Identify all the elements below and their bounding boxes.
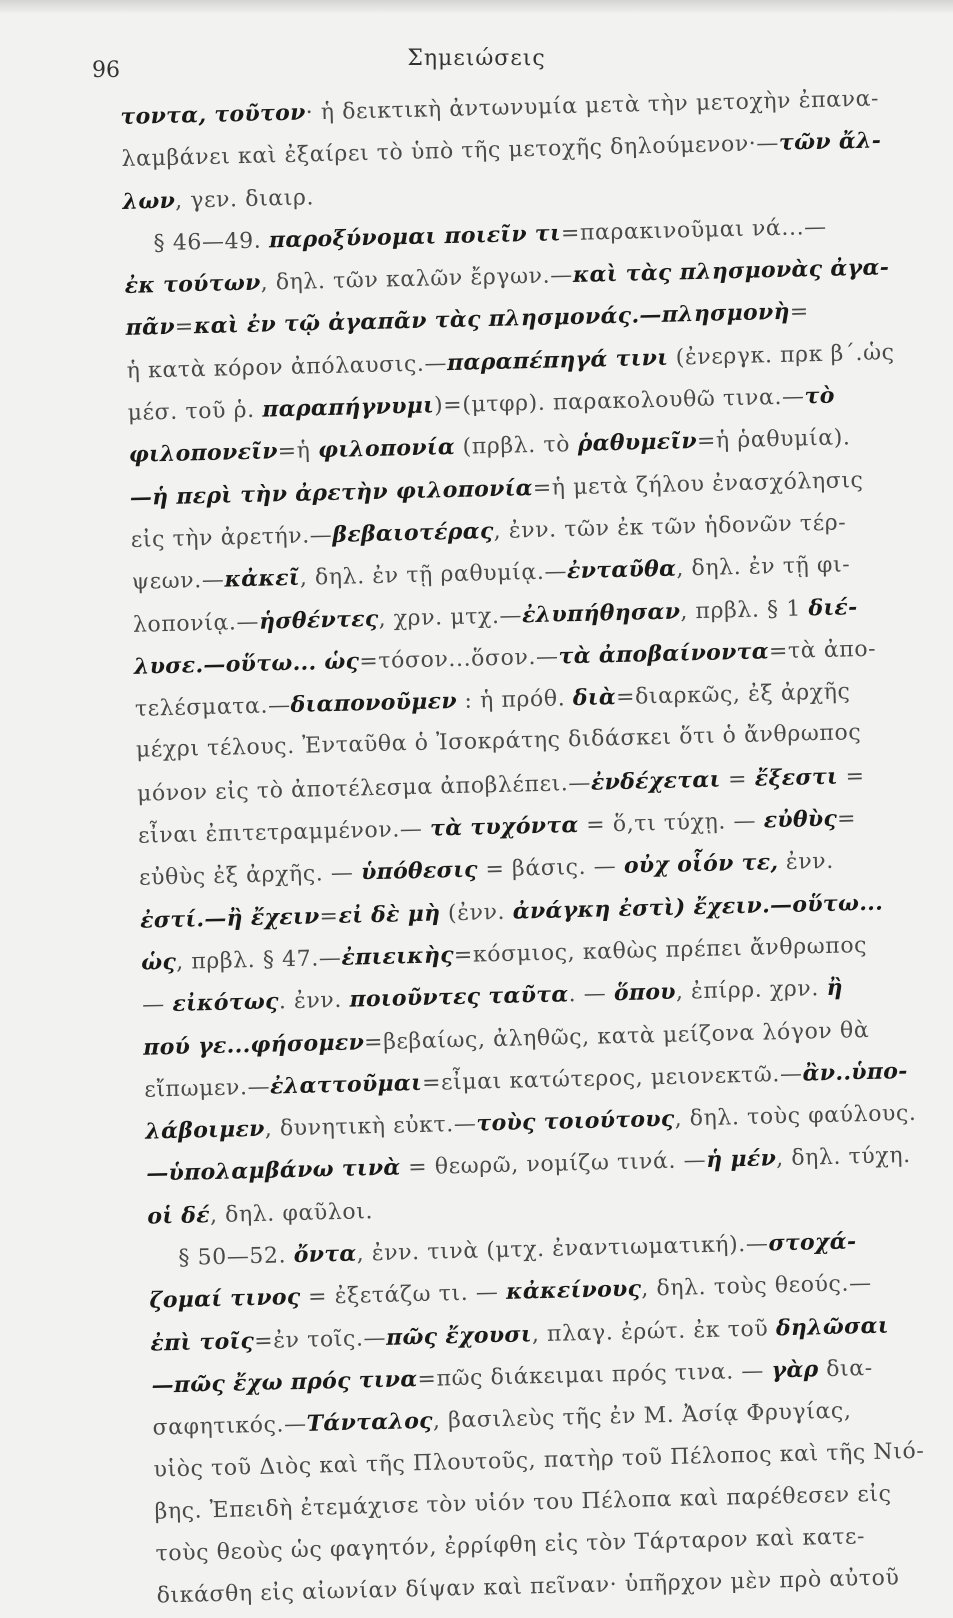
gloss-text: . — (568, 981, 615, 1008)
gloss-text: , ἐνν. τῶν ἐκ τῶν ἡδονῶν τέρ- (493, 510, 847, 544)
lemma-term: τῶν ἄλ- (778, 127, 882, 157)
lemma-term: ἔξεστι (754, 763, 839, 792)
gloss-text: = (720, 766, 756, 793)
gloss-text: = βάσις. — (477, 854, 625, 883)
lemma-term: καὶ τὰς πλησμονὰς ἀγα- (572, 254, 890, 289)
gloss-text: , δηλ. φαῦλοι. (209, 1198, 374, 1228)
gloss-text: =εἶμαι κατώτερος, μειονεκτῶ.— (421, 1061, 803, 1096)
gloss-text: = (836, 806, 857, 832)
gloss-text: · ἡ δεικτικὴ ἀντωνυμία μετὰ τὴν μετοχὴν ἐπανα- (305, 86, 880, 126)
gloss-text: )=(μτφρ). παρακολουθῶ τινα.— (433, 384, 805, 419)
lemma-term: ἐπιεικὴς (341, 942, 455, 971)
gloss-text: εὐθὺς ἐξ ἀρχῆς. — (138, 860, 362, 892)
gloss-text: δικάσθη εἰς αἰωνίαν δίψαν καὶ πεῖναν· ὑπῆρχον μὲν πρὸ αὐτοῦ (156, 1565, 900, 1609)
gloss-text: μόνον εἰς τὸ ἀποτέλεσμα ἀποβλέπει.— (136, 770, 592, 807)
lemma-term: ἐστί.—ἢ ἔχειν (139, 903, 320, 934)
lemma-term: ῥαθυμεῖν (577, 428, 698, 458)
gloss-text: , δηλ. ἐν τῇ ραθυμίᾳ.— (299, 559, 568, 592)
gloss-text: λοπονίᾳ.— (132, 609, 260, 638)
lemma-term: ἐκ τούτων (124, 269, 261, 300)
lemma-term: παραπέπηγά τινι (446, 344, 669, 376)
gloss-text: (ἐνν. (440, 899, 514, 927)
lemma-term: τὰ ἀποβαίνοντα (558, 638, 770, 670)
lemma-term: λάβοιμεν (144, 1115, 266, 1145)
gloss-text: , βασιλεὺς τῆς ἐν Μ. Ἀσίᾳ Φρυγίας, (432, 1398, 852, 1434)
gloss-text: =κόσμιος, καθὼς πρέπει ἄνθρωπος (453, 932, 868, 969)
gloss-text: § 50—52. (178, 1243, 295, 1271)
running-head: Σημειώσεις (407, 46, 546, 71)
lemma-term: ἐλαττοῦμαι (269, 1069, 423, 1100)
gloss-text: , δηλ. ἐν τῇ φι- (676, 552, 851, 582)
gloss-text: = ὅ,τι τύχῃ. — (578, 808, 764, 839)
gloss-text: , δυνητικὴ εὐκτ.— (264, 1111, 477, 1142)
lemma-term: οἱ δέ (147, 1201, 211, 1230)
gloss-text: εἶναι ἐπιτετραμμένον.— (137, 816, 431, 849)
lemma-term: φιλοπονεῖν (128, 438, 279, 469)
gloss-text: =πῶς διάκειμαι πρός τινα. — (417, 1358, 772, 1393)
gloss-text: = (837, 763, 865, 790)
gloss-text: =ἡ μετὰ ζήλου ἐνασχόλησις (532, 467, 864, 501)
gloss-text: = θεωρῶ, νομίζω τινά. — (400, 1148, 707, 1181)
gloss-text: (πρβλ. τὸ (454, 432, 578, 461)
gloss-text: μέσ. τοῦ ῥ. (127, 397, 263, 426)
gloss-text: =τὰ ἀπο- (768, 636, 877, 665)
gloss-text: , χρν. μτχ.— (378, 602, 523, 632)
lemma-term: πᾶν (125, 314, 176, 342)
gloss-text: , γεν. διαιρ. (174, 184, 315, 214)
lemma-term: εὐθὺς (763, 805, 838, 834)
lemma-term: εἰκότως (172, 988, 280, 1018)
gloss-text: = ἐξετάζω τι. — (300, 1280, 507, 1311)
gloss-text: , δηλ. τύχη. (775, 1143, 911, 1172)
lemma-term: —ὑπολαμβάνω τινὰ (146, 1154, 401, 1188)
gloss-text: , πλαγ. ἐρώτ. ἐκ τοῦ (531, 1315, 777, 1347)
lemma-term: ἐλυπήθησαν (521, 598, 681, 628)
lemma-term: Τάνταλος (306, 1407, 434, 1438)
gloss-text: =διαρκῶς, ἐξ ἀρχῆς (615, 679, 851, 711)
lemma-term: τὰ τυχόντα (429, 812, 579, 842)
notes-body (120, 76, 953, 1618)
lemma-term: ἢ (826, 974, 844, 1002)
gloss-text: βης. Ἐπειδὴ ἐτεμάχισε τὸν υἱόν του Πέλοπα καὶ παρέθεσεν εἰς (154, 1481, 892, 1525)
gloss-text: =παρακινοῦμαι νά...— (560, 214, 828, 247)
lemma-term: εἰ δὲ μὴ (338, 900, 441, 929)
gloss-text: , δηλ. τοὺς φαύλους. (674, 1100, 917, 1132)
lemma-term: διέ- (808, 593, 858, 621)
gloss-text: εἰς τὴν ἀρετήν.— (130, 522, 333, 553)
lemma-term: διαπονοῦμεν (290, 688, 458, 719)
lemma-term: καὶ ἐν τῷ ἀγαπᾶν τὰς πλησμονάς.—πλησμονὴ (193, 299, 791, 340)
gloss-text: υἱὸς τοῦ Διὸς καὶ τῆς Πλουτοῦς, πατὴρ τοῦ Πέλοπος καὶ τῆς Νιό- (153, 1438, 925, 1483)
lemma-term: τοὺς τοιούτους (476, 1105, 675, 1137)
lemma-term: —ἡ περὶ τὴν ἀρετὴν φιλοπονία (129, 474, 534, 511)
gloss-text: (ἐνεργκ. πρκ β΄.ὡς (667, 339, 895, 371)
lemma-term: παραπήγνυμι (261, 392, 435, 423)
gloss-text: =ἡ (277, 438, 319, 465)
gloss-text: : ἡ πρόθ. (456, 686, 574, 715)
gloss-text: = (319, 903, 339, 930)
gloss-text: =ἡ ῥαθυμία). (696, 425, 851, 455)
lemma-term: βεβαιοτέρας (332, 517, 494, 548)
gloss-text: = (789, 299, 810, 326)
lemma-term: λων (122, 187, 176, 215)
gloss-text: , πρβλ. § 1 (679, 595, 809, 625)
lemma-term: παροξύνομαι ποιεῖν τι (268, 220, 562, 254)
gloss-text: εἴπωμεν.— (143, 1074, 271, 1103)
gloss-text: , δηλ. τοὺς θεούς.— (640, 1271, 872, 1302)
lemma-term: κἀκείνους (505, 1275, 642, 1306)
page-number: 96 (92, 58, 120, 83)
gloss-text: , ἐπίρρ. χρν. (675, 976, 827, 1005)
lemma-term: ἡσθέντες (258, 605, 379, 635)
lemma-term: τοντα, τοῦτον (120, 99, 306, 130)
gloss-text: § 46—49. (153, 228, 270, 257)
gloss-text: λαμβάνει καὶ ἐξαίρει τὸ ὑπὸ τῆς μετοχῆς δηλούμενον·— (121, 131, 780, 173)
gloss-text: δια- (818, 1355, 874, 1383)
lemma-term: πῶς ἔχουσι (385, 1320, 533, 1351)
gloss-text: =βεβαίως, ἀληθῶς, κατὰ μείζονα λόγον θὰ (363, 1017, 870, 1055)
lemma-term: ἐνταῦθα (566, 555, 677, 585)
gloss-text: , πρβλ. § 47.— (175, 945, 342, 975)
lemma-term: οὐχ οἷόν τε, (623, 849, 779, 880)
gloss-text: =τόσον...ὅσον.— (359, 644, 559, 675)
lemma-term: κἀκεῖ (224, 565, 301, 593)
gloss-text: ἐνν. (777, 849, 835, 876)
lemma-term: πού γε...φήσομεν (142, 1028, 365, 1061)
gloss-text: σαφητικός.— (152, 1412, 307, 1441)
lemma-term: διὰ (572, 684, 617, 712)
lemma-term: ἡ μέν (705, 1145, 777, 1174)
lemma-term: ὑπόθεσις (360, 856, 479, 886)
lemma-term: γὰρ (771, 1356, 819, 1384)
lemma-term: ὄντα (293, 1240, 357, 1269)
gloss-text: . ἐνν. (278, 987, 350, 1015)
gloss-text: =ἐν τοῖς.— (253, 1325, 387, 1354)
lemma-term: λυσε.—οὕτω... ὡς (133, 648, 360, 680)
lemma-term: δηλῶσαι (775, 1312, 890, 1341)
lemma-term: ποιοῦντες ταῦτα (349, 981, 569, 1013)
lemma-term: ζομαί τινος (149, 1284, 301, 1314)
lemma-term: ὅπου (613, 978, 677, 1007)
lemma-term: στοχά- (768, 1228, 857, 1257)
lemma-term: φιλοπονία (317, 434, 456, 464)
lemma-term: —πῶς ἔχω πρός τινα (151, 1366, 418, 1399)
lemma-term: ἐνδέχεται (590, 766, 721, 796)
gloss-text: = (174, 314, 195, 341)
gloss-text: , δηλ. τῶν καλῶν ἔργων.— (260, 263, 574, 296)
gloss-text: , ἐνν. τινὰ (μτχ. ἐναντιωματική).— (356, 1231, 769, 1267)
lemma-term: ὡς (140, 948, 177, 976)
gloss-text: τελέσματα.— (134, 693, 291, 722)
lemma-term: ἂν..ὑπο- (802, 1057, 908, 1087)
lemma-term: ἀνάγκη ἐστὶ) ἔχειν.—οὕτω... (512, 889, 884, 925)
lemma-term: ἐπὶ τοῖς (150, 1327, 255, 1357)
gloss-text: ψεων.— (131, 567, 225, 596)
gloss-text: — (141, 992, 173, 1018)
gloss-text: τοὺς θεοὺς ὡς φαγητόν, ἐρρίφθη εἰς τὸν Τάρταρον καὶ κατε- (155, 1524, 866, 1567)
gloss-text: ἡ κατὰ κόρον ἀπόλαυσις.— (126, 350, 448, 384)
gloss-text: μέχρι τέλους. Ἐνταῦθα ὁ Ἰσοκράτης διδάσκει ὅτι ὁ ἄνθρωπος (135, 720, 862, 764)
lemma-term: τὸ (804, 382, 835, 410)
